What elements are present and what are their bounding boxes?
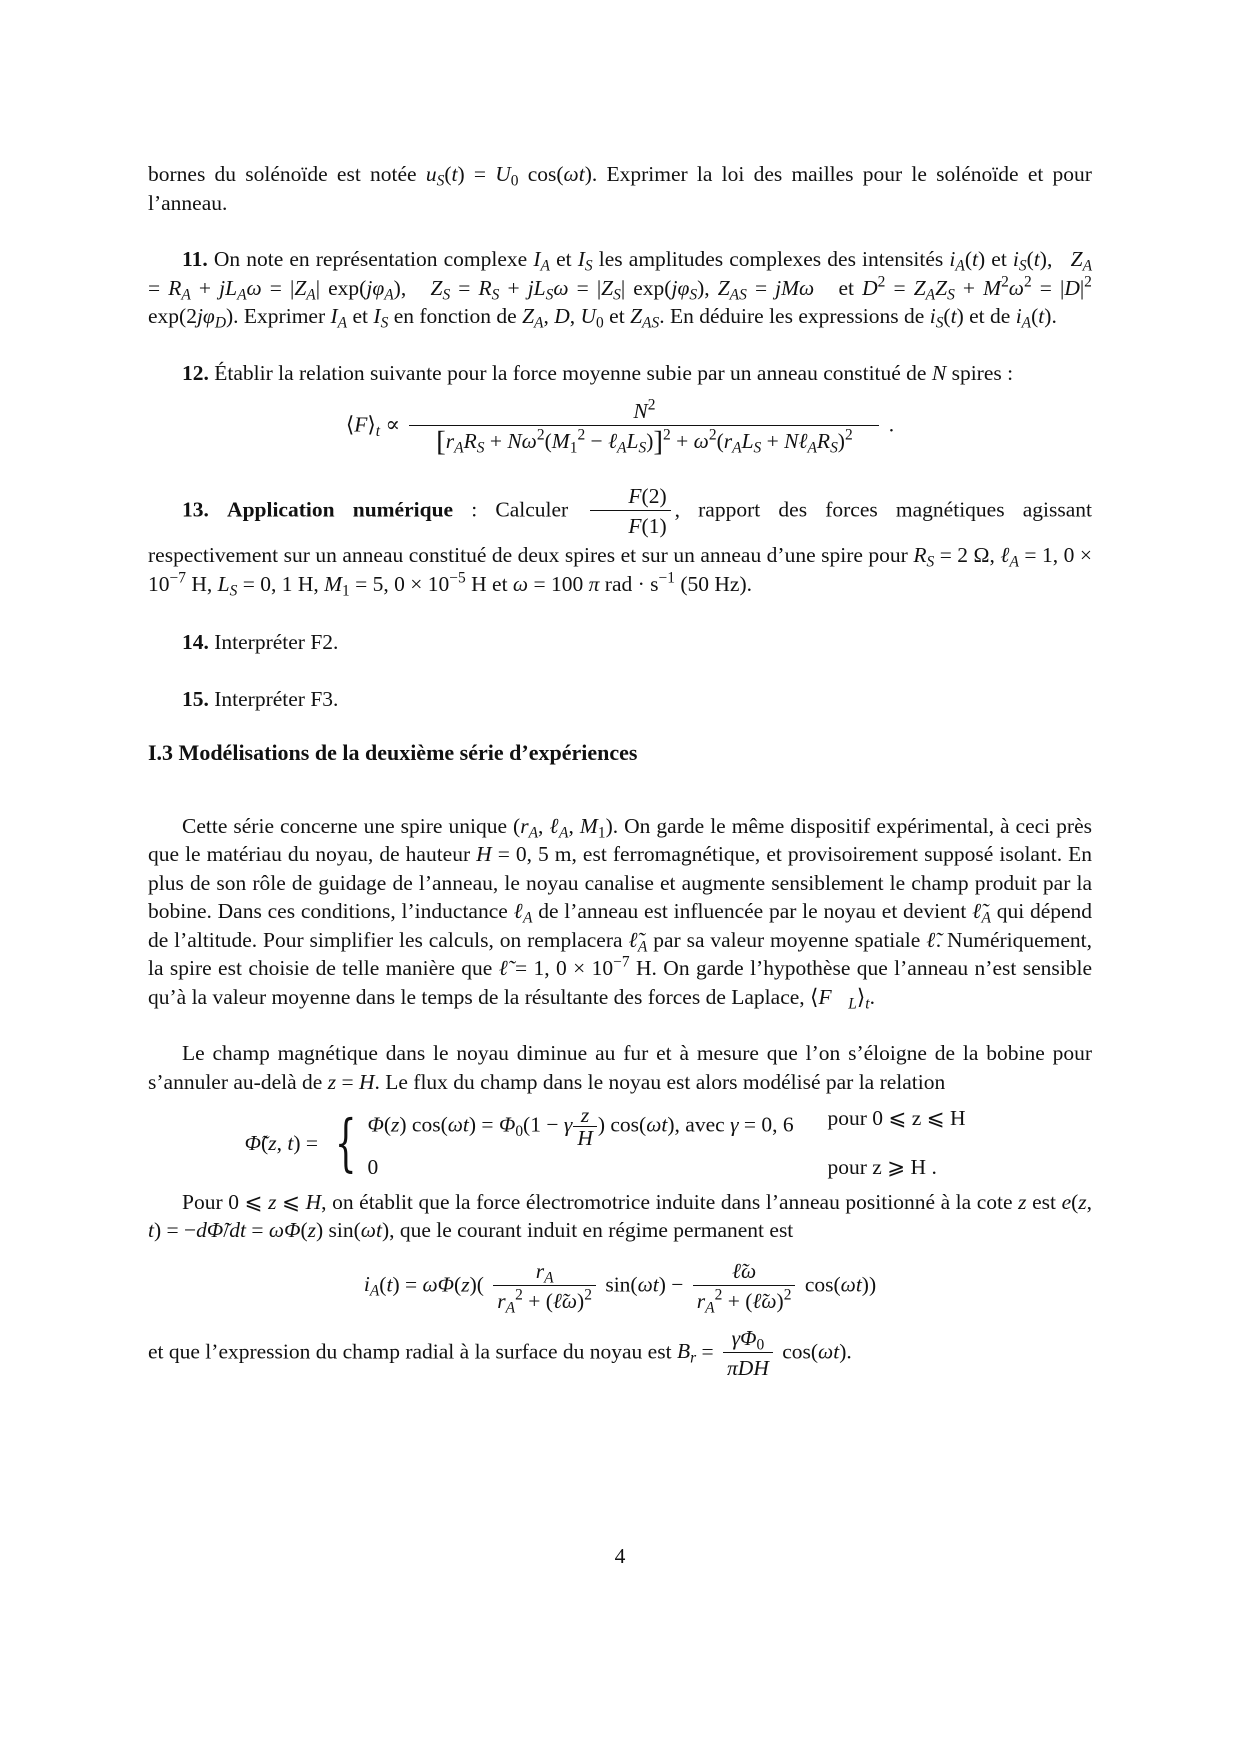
section-paragraph-2: Le champ magnétique dans le noyau diminue au fur et à mesure que l’on s’éloigne de la bobine pour s’annuler au-delà de z = H. Le flux du champ dans le noyau est alors modélisé par la relation — [148, 1041, 1092, 1094]
section-paragraph-1: Cette série concerne une spire unique ($r_A$, ℓ$_A$, $M_1$). On garde le même dispositif expérimental, à ceci près que le matériau du noyau, de hauteur H = 0, 5 m, est ferromagnétique, et provisoirement supposé isolant. En plus de son rôle de guidage de l’anneau, le noyau canalise et augmente sensiblement le champ produit par la bobine. Dans ces conditions, l’inductance ℓ$_A$ de l’anneau est influencée par le noyau et devient $\ell̃_A$ qui dépend de l’altitude. Pour simplifier les calculs, on remplacera $\ell̃_A$ par sa valeur moyenne spatiale ℓ̃. Numériquement, la spire est choisie de telle manière que ℓ̃ = 1, $0 \times 10^{-7}$ H. On garde l’hypothèse que l’anneau n’est sensible qu’à la valeur moyenne dans le temps de la résultante des forces de Laplace, $⟨F⃗_L⟩_t$. — [148, 813, 1093, 1013]
intro-paragraph: bornes du solénoïde est notée $u_S(t) = U_0$ cos(ωt). Exprimer la loi des mailles pour le solénoïde et pour l’anneau. — [148, 162, 1092, 215]
question-15: 15. Interpréter F3. — [182, 686, 339, 711]
equation-force-mean: $⟨F⟩_t$ ∝ $\frac{N^2}{[r_AR_S + N\omega^2(M_1^2 - \ell_AL_S)]^2 + \omega^2(r_AL_S + N\ell_AR_S)^2}$ . — [345, 396, 895, 458]
section-heading: I.3 Modélisations de la deuxième série d’expériences — [148, 740, 638, 766]
question-12: 12. Établir la relation suivante pour la force moyenne subie par un anneau constitué de N spires : — [182, 360, 1014, 385]
question-11: 11. On note en représentation complexe $I_A$ et $I_S$ les amplitudes complexes des intensités $i_A(t)$ et $i_S(t)$, $Z_A = R_A + jL_A\omega = |Z_A|$ $\exp(j\varphi_A)$, $Z_S = R_S + jL_S\omega = |Z_S|$ $\exp(j\varphi_S)$, $Z_{AS} = jM\omega$ et $D^2 = Z_AZ_S + M^2\omega^2 = |D|^2$ $\exp(2j\varphi_D)$. Exprimer $I_A$ et $I_S$ en fonction de $Z_A$, D, $U_0$ et $Z_{AS}$. En déduire les expressions de $i_S(t)$ et de $i_A(t)$. — [148, 247, 1093, 332]
question-14: 14. Interpréter F2. — [182, 630, 339, 655]
equation-flux-piecewise: Φ̃(z, t) = { Φ(z) $\cos(\omega t) = \Phi_0(1 - \gamma$ $\frac{z}{H}$ ) cos(ωt), avec γ = 0, 6 pour 0 ⩽ z ⩽ H 0 pour z ⩾ H . — [244, 1103, 966, 1180]
section-paragraph-3: Pour 0 ⩽ z ⩽ H, on établit que la force électromotrice induite dans l’anneau positionné à la cote z est e(z, t) = −dΦ̃/dt = ωΦ(z) sin(ωt), que le courant induit en régime permanent est — [148, 1189, 1093, 1243]
equation-induced-current: $i_A(t) = \omega\Phi(z)$( $\frac{r_A}{r_A^2 + (\ell̃\omega)^2}$ sin(ωt) − $\frac{\text{ℓ̃ω}}{r_A^2 + (\ell̃\omega)^2}$ cos(ωt)) — [363, 1258, 877, 1317]
section-paragraph-4: et que l’expression du champ radial à la surface du noyau est $B_r$ = $\frac{\gamma\Phi_0}{\text{πDH}}$ cos(ωt). — [148, 1325, 852, 1380]
question-13: 13. Application numérique : Calculer $\frac{F(2)}{F(1)}$ , rapport des forces magnétiques agissant respectivement sur un anneau constitué de deux spires et sur un anneau d’une spire pour $R_S = 2$ Ω, ℓ$_A$ = 1, $0 \times 10^{-7}$ H, $L_S = 0$, 1 H, $M_1 = 5$, $0 \times 10^{-5}$ H et ω = 100 π rad · $s^{-1}$ (50 Hz). — [148, 484, 1093, 600]
page-number: 4 — [614, 1544, 626, 1568]
page-content — [148, 160, 1092, 1383]
